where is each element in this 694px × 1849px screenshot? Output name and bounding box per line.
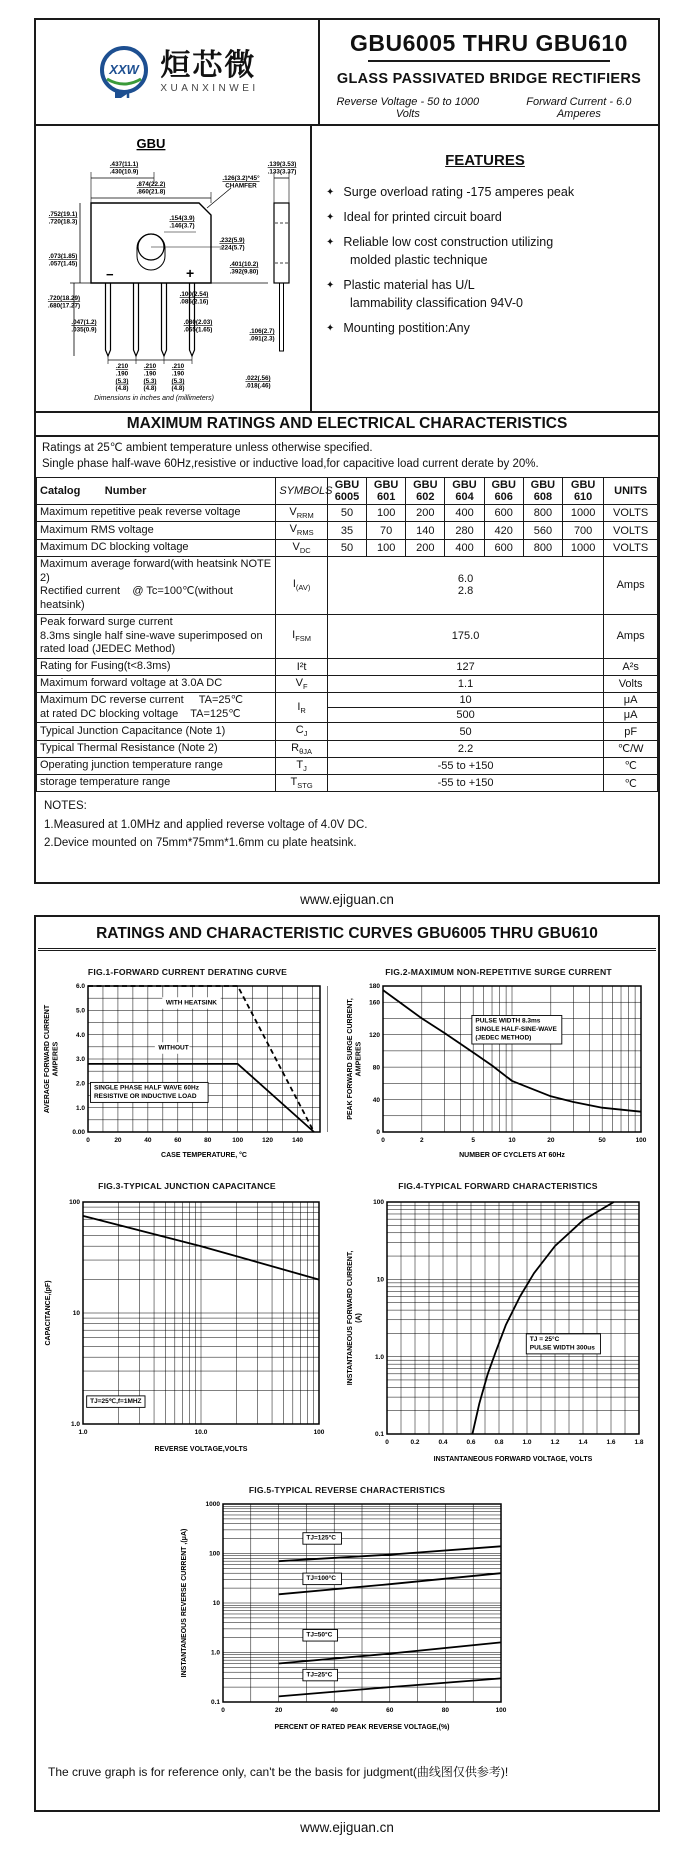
rating-symbol: $C_J$ <box>276 723 328 740</box>
svg-text:.752(19.1): .752(19.1) <box>48 211 78 218</box>
figure-2-title: FIG.2-MAXIMUM NON-REPETITIVE SURGE CURRENT <box>385 967 612 978</box>
fig2-maximum-non-repetitive-surge-current <box>345 978 653 1160</box>
rating-value: 50 <box>327 539 366 556</box>
svg-text:80: 80 <box>441 1707 450 1715</box>
svg-text:100: 100 <box>69 1199 80 1207</box>
rating-unit: pF <box>604 723 658 740</box>
svg-text:0.8: 0.8 <box>494 1439 504 1447</box>
rating-label: Typical Junction Capacitance (Note 1) <box>37 723 276 740</box>
bullet-icon: ✦ <box>326 323 335 334</box>
units-header: UNITS <box>604 478 658 505</box>
rating-unit: ℃ <box>604 757 658 774</box>
rating-unit: ℃ <box>604 775 658 792</box>
notes-block <box>36 792 658 882</box>
figure-3 <box>43 1181 331 1459</box>
figure-3-title: FIG.3-TYPICAL JUNCTION CAPACITANCE <box>98 1181 276 1192</box>
svg-text:.437(11.1): .437(11.1) <box>109 161 139 168</box>
svg-text:TJ=25℃,f=1MHZ: TJ=25℃,f=1MHZ <box>90 1398 142 1406</box>
svg-text:.210: .210 <box>171 363 185 370</box>
disclaimer-text: The cruve graph is for reference only, can't be the basis for judgment(曲线图仅供参考)! <box>48 1765 509 1780</box>
svg-text:TJ=25°C: TJ=25°C <box>306 1671 333 1679</box>
figure-4 <box>345 1181 651 1469</box>
svg-text:PULSE WIDTH 8.3ms: PULSE WIDTH 8.3ms <box>474 1017 540 1025</box>
feature-item: molded plastic technique <box>350 253 488 267</box>
doc-subtitle: GLASS PASSIVATED BRIDGE RECTIFIERS <box>336 71 642 87</box>
figure-row-3 <box>36 1485 658 1737</box>
rating-label: Maximum RMS voltage <box>37 522 276 539</box>
rating-value: 600 <box>484 505 523 522</box>
rating-value: 2.2 <box>327 740 603 757</box>
rating-label: Peak forward surge current 8.3ms single half sine-wave superimposed on rated load (JEDEC Method) <box>37 614 276 658</box>
svg-text:GBU: GBU <box>136 136 166 151</box>
features-heading: FEATURES <box>445 152 525 169</box>
table-row <box>37 522 658 539</box>
svg-text:160: 160 <box>368 999 380 1007</box>
svg-text:2: 2 <box>419 1137 424 1145</box>
rating-value: 700 <box>563 522 604 539</box>
svg-text:0: 0 <box>375 1129 380 1137</box>
svg-text:10: 10 <box>507 1137 516 1145</box>
table-row <box>37 757 658 774</box>
svg-text:0.4: 0.4 <box>438 1439 448 1447</box>
svg-text:TJ=50°C: TJ=50°C <box>306 1631 333 1639</box>
rating-value: 10 <box>327 692 603 707</box>
svg-text:.720(18.29): .720(18.29) <box>47 295 81 302</box>
svg-text:(4.8): (4.8) <box>143 385 157 393</box>
svg-text:40: 40 <box>143 1137 151 1145</box>
bullet-icon: ✦ <box>326 187 335 198</box>
svg-text:100: 100 <box>495 1707 507 1715</box>
svg-text:.057(1.45): .057(1.45) <box>48 260 78 268</box>
table-row <box>37 505 658 522</box>
svg-text:.035(0.9): .035(0.9) <box>71 326 97 334</box>
svg-text:80: 80 <box>372 1064 380 1072</box>
rating-value: 127 <box>327 659 603 676</box>
header <box>36 20 658 126</box>
rating-symbol: $V_F$ <box>276 675 328 692</box>
svg-text:PERCENT OF RATED PEAK REVERSE: PERCENT OF RATED PEAK REVERSE VOLTAGE,(%) <box>274 1724 450 1732</box>
svg-text:CHAMFER: CHAMFER <box>225 182 257 190</box>
rating-unit: μA <box>604 708 658 723</box>
svg-text:1000: 1000 <box>205 1501 220 1509</box>
drawing-and-features <box>36 126 658 411</box>
svg-text:PEAK FORWARD SURGE CURRENT,: PEAK FORWARD SURGE CURRENT, <box>346 998 354 1121</box>
table-row <box>37 659 658 676</box>
bullet-icon: ✦ <box>326 237 335 248</box>
rating-label: Maximum DC reverse current TA=25℃ at rated DC blocking voltage TA=125℃ <box>37 692 276 723</box>
rating-value: 70 <box>367 522 406 539</box>
figure-row-2 <box>36 1181 658 1469</box>
svg-text:120: 120 <box>261 1137 273 1145</box>
svg-text:CASE TEMPERATURE, °C: CASE TEMPERATURE, °C <box>160 1152 247 1160</box>
fig5-typical-reverse-characteristics <box>179 1496 515 1732</box>
figure-1 <box>42 967 334 1165</box>
part-number-header: GBU 606 <box>484 478 523 505</box>
catalog-header: Catalog Number <box>37 478 276 505</box>
svg-text:40: 40 <box>330 1707 338 1715</box>
rating-value: 1000 <box>563 505 604 522</box>
rating-value: 400 <box>445 539 484 556</box>
svg-text:.073(1.85): .073(1.85) <box>48 253 78 260</box>
svg-text:AMPERES: AMPERES <box>52 1042 59 1077</box>
svg-text:.874(22.2): .874(22.2) <box>136 181 166 188</box>
rating-value: 140 <box>406 522 445 539</box>
svg-text:TJ=125°C: TJ=125°C <box>306 1535 336 1543</box>
rating-unit: μA <box>604 692 658 707</box>
svg-text:.047(1.2): .047(1.2) <box>71 319 97 326</box>
svg-text:80: 80 <box>203 1137 211 1145</box>
svg-text:SINGLE HALF-SINE-WAVE: SINGLE HALF-SINE-WAVE <box>474 1026 557 1034</box>
rating-label: storage temperature range <box>37 775 276 792</box>
note-1: 1.Measured at 1.0MHz and applied reverse voltage of 4.0V DC. <box>44 818 368 831</box>
rating-unit: VOLTS <box>604 522 658 539</box>
figure-1-plot <box>42 978 334 1165</box>
svg-text:.190: .190 <box>115 370 129 378</box>
symbols-header: SYMBOLS <box>276 478 328 505</box>
svg-text:1.0: 1.0 <box>522 1439 532 1447</box>
tagline-voltage: Reverse Voltage - 50 to 1000 Volts <box>336 96 480 120</box>
svg-text:40: 40 <box>372 1097 380 1105</box>
svg-text:2.0: 2.0 <box>75 1080 85 1088</box>
svg-text:10.0: 10.0 <box>194 1429 208 1437</box>
svg-text:.210: .210 <box>115 363 129 370</box>
page-title: GBU6005 THRU GBU610 <box>350 30 628 56</box>
feature-item: ✦ Reliable low cost construction utilizing <box>326 235 554 249</box>
doc-tagline <box>326 96 652 120</box>
rating-value: 400 <box>445 505 484 522</box>
notes-heading: NOTES: <box>44 800 87 813</box>
fig3-typical-junction-capacitance <box>43 1192 331 1454</box>
svg-text:0.2: 0.2 <box>410 1439 420 1447</box>
rating-label: Rating for Fusing(t<8.3ms) <box>37 659 276 676</box>
rating-label: Maximum repetitive peak reverse voltage <box>37 505 276 522</box>
brand-text <box>160 48 259 94</box>
table-row <box>37 692 658 707</box>
rating-unit: Volts <box>604 675 658 692</box>
website-link-bottom: www.ejiguan.cn <box>300 1820 394 1836</box>
tagline-current: Forward Current - 6.0 Amperes <box>526 96 632 120</box>
rating-unit: Amps <box>604 556 658 614</box>
website-link: www.ejiguan.cn <box>300 892 394 908</box>
figure-2-plot <box>345 978 653 1165</box>
svg-text:AMPERES: AMPERES <box>355 1042 362 1077</box>
svg-text:.139(3.53): .139(3.53) <box>267 161 297 168</box>
package-drawing-panel <box>36 126 312 411</box>
svg-text:1.0: 1.0 <box>78 1429 88 1437</box>
ratings-intro <box>36 437 658 477</box>
svg-text:100: 100 <box>373 1199 384 1207</box>
rating-symbol: $V_{RRM}$ <box>276 505 328 522</box>
figure-5 <box>179 1485 515 1737</box>
fig1-forward-current-derating-curve <box>42 978 334 1160</box>
figure-5-title: FIG.5-TYPICAL REVERSE CHARACTERISTICS <box>248 1485 446 1496</box>
svg-text:.232(5.9): .232(5.9) <box>219 237 245 244</box>
table-row <box>37 723 658 740</box>
rating-symbol: $T_J$ <box>276 757 328 774</box>
rating-value: 560 <box>523 522 562 539</box>
table-header-row <box>37 478 658 505</box>
rating-value: 200 <box>406 505 445 522</box>
rating-label: Maximum DC blocking voltage <box>37 539 276 556</box>
rating-unit: Amps <box>604 614 658 658</box>
svg-text:10: 10 <box>376 1276 384 1284</box>
rating-label: Operating junction temperature range <box>37 757 276 774</box>
svg-text:.091(2.3): .091(2.3) <box>249 335 275 343</box>
bullet-icon: ✦ <box>326 280 335 291</box>
rating-symbol: $I_{FSM}$ <box>276 614 328 658</box>
svg-text:INSTANTANEOUS REVERSE CURRENT: INSTANTANEOUS REVERSE CURRENT ,(μA) <box>181 1529 188 1678</box>
svg-text:Dimensions in inches and (mill: Dimensions in inches and (millimeters) <box>94 395 214 402</box>
svg-text:6.0: 6.0 <box>75 983 85 991</box>
rating-value: 600 <box>484 539 523 556</box>
svg-text:4.0: 4.0 <box>75 1032 85 1040</box>
svg-text:20: 20 <box>113 1137 122 1145</box>
rating-unit: A²s <box>604 659 658 676</box>
page-1 <box>34 18 660 884</box>
svg-text:.080(2.03): .080(2.03) <box>183 319 213 326</box>
svg-text:.190: .190 <box>171 370 185 378</box>
table-row <box>37 675 658 692</box>
svg-text:−: − <box>106 267 114 282</box>
svg-text:0: 0 <box>85 1137 90 1145</box>
svg-text:WITHOUT: WITHOUT <box>157 1044 189 1052</box>
table-row <box>37 539 658 556</box>
rating-value: 6.0 2.8 <box>327 556 603 614</box>
curves-title: RATINGS AND CHARACTERISTIC CURVES GBU6005 THRU GBU610 <box>38 917 656 951</box>
part-number-header: GBU 602 <box>406 478 445 505</box>
rating-symbol: $I_R$ <box>276 692 328 723</box>
part-number-header: GBU 601 <box>367 478 406 505</box>
rating-value: 420 <box>484 522 523 539</box>
svg-text:140: 140 <box>291 1137 303 1145</box>
svg-text:0: 0 <box>385 1439 389 1447</box>
rating-value: 35 <box>327 522 366 539</box>
svg-text:AVERAGE FORWARD CURRENT: AVERAGE FORWARD CURRENT <box>43 1005 51 1114</box>
svg-text:.224(5.7): .224(5.7) <box>219 244 245 252</box>
svg-text:.190: .190 <box>143 370 157 378</box>
ratings-banner: MAXIMUM RATINGS AND ELECTRICAL CHARACTERISTICS <box>36 411 658 437</box>
svg-text:.154(3.9): .154(3.9) <box>169 215 195 222</box>
svg-text:.860(21.8): .860(21.8) <box>136 188 166 196</box>
svg-text:1.0: 1.0 <box>75 1105 85 1113</box>
svg-text:.430(10.9): .430(10.9) <box>109 168 139 176</box>
title-block <box>320 20 658 124</box>
svg-text:.680(17.27): .680(17.27) <box>47 302 81 310</box>
part-number-header: GBU 608 <box>523 478 562 505</box>
svg-text:PULSE WIDTH 300us: PULSE WIDTH 300us <box>529 1344 595 1352</box>
svg-text:.210: .210 <box>143 363 157 370</box>
svg-text:+: + <box>186 265 195 281</box>
rating-symbol: $V_{DC}$ <box>276 539 328 556</box>
rating-value: 500 <box>327 708 603 723</box>
fig4-typical-forward-characteristics <box>345 1192 651 1464</box>
rating-value: -55 to +150 <box>327 757 603 774</box>
svg-text:TJ=100°C: TJ=100°C <box>306 1575 336 1583</box>
svg-text:0: 0 <box>221 1707 225 1715</box>
figure-4-plot <box>345 1192 651 1469</box>
svg-text:5: 5 <box>470 1137 475 1145</box>
rating-value: -55 to +150 <box>327 775 603 792</box>
svg-text:120: 120 <box>368 1032 380 1040</box>
brand-name-en: XUANXINWEI <box>160 82 259 94</box>
svg-text:INSTANTANEOUS FORWARD CURRENT,: INSTANTANEOUS FORWARD CURRENT, <box>347 1251 354 1386</box>
features-list <box>326 185 644 335</box>
bullet-icon: ✦ <box>326 212 335 223</box>
svg-text:WITH HEATSINK: WITH HEATSINK <box>165 999 217 1007</box>
table-row <box>37 614 658 658</box>
package-drawing <box>36 128 308 406</box>
svg-text:100: 100 <box>313 1429 325 1437</box>
svg-text:NUMBER OF CYCLETS AT 60Hz: NUMBER OF CYCLETS AT 60Hz <box>458 1152 565 1160</box>
svg-text:.100(2.54): .100(2.54) <box>179 291 209 298</box>
svg-text:INSTANTANEOUS FORWARD VOLTAGE,: INSTANTANEOUS FORWARD VOLTAGE, VOLTS <box>433 1456 593 1464</box>
svg-text:(4.8): (4.8) <box>115 385 129 393</box>
svg-text:(4.8): (4.8) <box>171 385 185 393</box>
svg-text:10: 10 <box>72 1310 80 1318</box>
svg-text:SINGLE PHASE HALF WAVE 60Hz: SINGLE PHASE HALF WAVE 60Hz <box>93 1084 199 1092</box>
svg-text:(5.3): (5.3) <box>115 377 129 385</box>
rating-unit: VOLTS <box>604 539 658 556</box>
svg-text:(A): (A) <box>355 1313 363 1324</box>
figure-3-plot <box>43 1192 331 1459</box>
svg-text:.146(3.7): .146(3.7) <box>169 222 195 230</box>
svg-text:0.00: 0.00 <box>71 1129 85 1137</box>
part-number-header: GBU 6005 <box>327 478 366 505</box>
svg-text:.133(3.37): .133(3.37) <box>267 168 297 176</box>
rating-value: 1.1 <box>327 675 603 692</box>
table-row <box>37 740 658 757</box>
svg-text:.106(2.7): .106(2.7) <box>249 328 275 335</box>
rating-label: Maximum average forward(with heatsink NOTE 2) Rectified current @ Tc=100℃(without heatsink) <box>37 556 276 614</box>
feature-item: ✦ Mounting postition:Any <box>326 321 470 335</box>
rating-symbol: I²t <box>276 659 328 676</box>
rating-symbol: $R_{\theta JA}$ <box>276 740 328 757</box>
part-number-header: GBU 610 <box>563 478 604 505</box>
svg-text:5.0: 5.0 <box>75 1007 85 1015</box>
svg-text:10: 10 <box>212 1600 220 1608</box>
svg-text:1.0: 1.0 <box>70 1421 80 1429</box>
ratings-note-2: Single phase half-wave 60Hz,resistive or inductive load,for capacitive load current derate by 20%. <box>42 457 539 470</box>
figure-row-1 <box>36 967 658 1165</box>
rating-label: Typical Thermal Resistance (Note 2) <box>37 740 276 757</box>
rating-value: 175.0 <box>327 614 603 658</box>
feature-item: ✦ Surge overload rating -175 amperes peak <box>326 185 575 199</box>
rating-symbol: $V_{RMS}$ <box>276 522 328 539</box>
table-row <box>37 775 658 792</box>
svg-text:3.0: 3.0 <box>75 1056 85 1064</box>
figure-4-title: FIG.4-TYPICAL FORWARD CHARACTERISTICS <box>398 1181 598 1192</box>
svg-text:0.1: 0.1 <box>210 1699 220 1707</box>
svg-text:.126(3.2)*45°: .126(3.2)*45° <box>222 175 260 182</box>
svg-text:RESISTIVE OR INDUCTIVE LOAD: RESISTIVE OR INDUCTIVE LOAD <box>93 1093 197 1101</box>
svg-text:.720(18.3): .720(18.3) <box>48 218 78 226</box>
svg-text:1.8: 1.8 <box>634 1439 644 1447</box>
rating-unit: ℃/W <box>604 740 658 757</box>
note-2: 2.Device mounted on 75mm*75mm*1.6mm cu plate heatsink. <box>44 837 357 849</box>
svg-text:100: 100 <box>231 1137 243 1145</box>
part-number-header: GBU 604 <box>445 478 484 505</box>
rating-value: 280 <box>445 522 484 539</box>
table-row <box>37 556 658 614</box>
rating-value: 800 <box>523 505 562 522</box>
svg-text:50: 50 <box>598 1137 606 1145</box>
svg-text:REVERSE VOLTAGE,VOLTS: REVERSE VOLTAGE,VOLTS <box>154 1446 248 1454</box>
svg-text:0: 0 <box>380 1137 385 1145</box>
svg-text:1.0: 1.0 <box>210 1650 220 1658</box>
svg-text:60: 60 <box>173 1137 181 1145</box>
svg-text:.018(.46): .018(.46) <box>245 382 271 390</box>
features-panel <box>312 126 658 411</box>
feature-item: lammability classification 94V-0 <box>350 296 523 310</box>
svg-text:.022(.56): .022(.56) <box>245 375 271 382</box>
figure-5-plot <box>179 1496 515 1737</box>
svg-text:(JEDEC METHOD): (JEDEC METHOD) <box>474 1034 531 1042</box>
svg-text:1.4: 1.4 <box>578 1439 588 1447</box>
svg-text:100: 100 <box>209 1551 220 1559</box>
svg-text:.065(1.65): .065(1.65) <box>183 326 213 334</box>
rating-value: 1000 <box>563 539 604 556</box>
page-2 <box>34 915 660 1812</box>
svg-text:100: 100 <box>635 1137 646 1145</box>
figure-1-title: FIG.1-FORWARD CURRENT DERATING CURVE <box>87 967 288 978</box>
svg-text:.401(10.2): .401(10.2) <box>229 261 259 268</box>
svg-text:(5.3): (5.3) <box>171 377 185 385</box>
feature-item: ✦ Ideal for printed circuit board <box>326 210 502 224</box>
rating-value: 50 <box>327 505 366 522</box>
svg-text:.392(9.80): .392(9.80) <box>229 268 259 276</box>
rating-value: 800 <box>523 539 562 556</box>
rating-value: 100 <box>367 539 406 556</box>
rating-value: 200 <box>406 539 445 556</box>
ratings-note-1: Ratings at 25℃ ambient temperature unless otherwise specified. <box>42 442 373 454</box>
rating-symbol: $I_{(AV)}$ <box>276 556 328 614</box>
svg-text:XXW: XXW <box>109 62 140 77</box>
svg-text:180: 180 <box>368 983 380 991</box>
feature-item: ✦ Plastic material has U/L <box>326 278 475 292</box>
svg-text:0.6: 0.6 <box>466 1439 476 1447</box>
rating-symbol: $T_{STG}$ <box>276 775 328 792</box>
svg-text:0.1: 0.1 <box>374 1431 384 1439</box>
svg-text:TJ = 25°C: TJ = 25°C <box>529 1336 560 1344</box>
rating-label: Maximum forward voltage at 3.0A DC <box>37 675 276 692</box>
rating-value: 100 <box>367 505 406 522</box>
svg-text:1.2: 1.2 <box>550 1439 560 1447</box>
svg-text:.085(2.16): .085(2.16) <box>179 298 209 306</box>
ratings-table <box>36 477 658 792</box>
logo-icon <box>95 43 153 101</box>
svg-text:1.6: 1.6 <box>606 1439 616 1447</box>
title-underline <box>368 60 609 62</box>
svg-text:60: 60 <box>386 1707 394 1715</box>
rating-unit: VOLTS <box>604 505 658 522</box>
brand-name-cn: 烜芯微 <box>160 48 257 82</box>
svg-text:1.0: 1.0 <box>374 1354 384 1362</box>
figure-2 <box>345 967 653 1165</box>
rating-value: 50 <box>327 723 603 740</box>
brand-logo <box>36 20 320 124</box>
svg-text:20: 20 <box>274 1707 283 1715</box>
svg-text:(5.3): (5.3) <box>143 377 157 385</box>
svg-text:20: 20 <box>546 1137 554 1145</box>
svg-text:CAPACITANCE,(pF): CAPACITANCE,(pF) <box>45 1280 52 1346</box>
